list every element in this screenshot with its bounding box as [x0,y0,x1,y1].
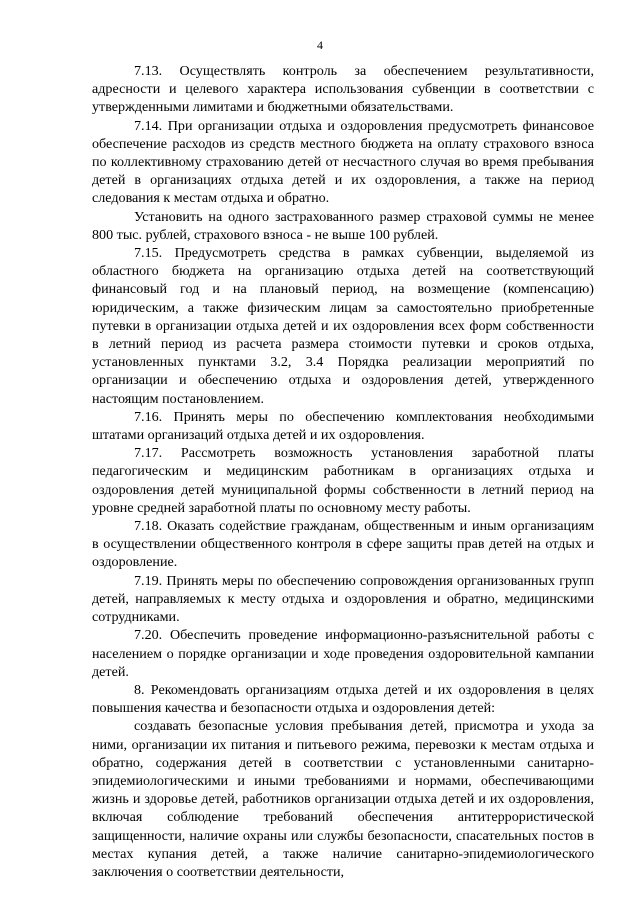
paragraph-7-17: 7.17. Рассмотреть возможность установления заработной платы педагогическим и медицинским работникам в организациях отдыха и оздоровления детей муниципальной формы собственности в летний период на уровне средней заработной платы по основному месту работы. [92,445,594,516]
document-body [92,62,594,881]
paragraph-7-18: 7.18. Оказать содействие гражданам, общественным и иным организациям в осуществлении общественного контроля в сфере защиты прав детей на отдых и оздоровление. [92,518,594,571]
paragraph-7-16: 7.16. Принять меры по обеспечению комплектования необходимыми штатами организаций отдыха детей и их оздоровления. [92,408,594,444]
paragraph-7-19: 7.19. Принять меры по обеспечению сопровождения организованных групп детей, направляемых к месту отдыха и оздоровления и обратно, медицинскими сотрудниками. [92,572,594,626]
page-number: 4 [317,38,323,52]
paragraph-8: 8. Рекомендовать организациям отдыха детей и их оздоровления в целях повышения качества и безопасности отдыха и оздоровления детей: [92,681,594,717]
paragraph-7-20: 7.20. Обеспечить проведение информационно-разъяснительной работы с населением о порядке организации и ходе проведения оздоровительной кампании детей. [92,627,594,680]
paragraph-insurance-amount: Установить на одного застрахованного размер страховой суммы не менее 800 тыс. рублей, страхового взноса - не выше 100 рублей. [92,208,594,243]
paragraph-7-14: 7.14. При организации отдыха и оздоровления предусмотреть финансовое обеспечение расходов из средств местного бюджета на оплату страхового взноса по коллективному страхованию детей от несчастного случая во время пребывания детей в организациях отдыха детей и их оздоровления, а также на период следования к местам отдыха и обратно. [92,117,594,207]
paragraph-8-safe-conditions: создавать безопасные условия пребывания детей, присмотра и ухода за ними, организации их питания и питьевого режима, перевозки к местам отдыха и обратно, содержания детей в соответствии с установленными санитарно-эпидемиологическими и иными требованиями и нормами, обеспечивающими жизнь и здоровье детей, работников организации отдыха детей и их оздоровления, включая соблюдение требований обеспечения антитеррористической защищенности, наличие охраны или службы безопасности, спасательных постов в местах купания детей, а также наличие санитарно-эпидемиологического заключения о соответствии деятельности, [92,718,594,880]
paragraph-7-15: 7.15. Предусмотреть средства в рамках субвенции, выделяемой из областного бюджета на организацию отдыха детей на соответствующий финансовый год и на плановый период, на возмещение (компенсацию) юридическим, а также физическим лицам за самостоятельно приобретенные путевки в организации отдыха детей и их оздоровления всех форм собственности в летний период из расчета размера стоимости путевки и сроков отдыха, установленных пунктами 3.2, 3.4 Порядка реализации мероприятий по организации и обеспечению отдыха и оздоровления детей, утвержденного настоящим постановлением. [92,245,594,407]
paragraph-7-13: 7.13. Осуществлять контроль за обеспечением результативности, адресности и целевого характера использования субвенции в соответствии с утвержденными лимитами и бюджетными обязательствами. [92,63,594,116]
